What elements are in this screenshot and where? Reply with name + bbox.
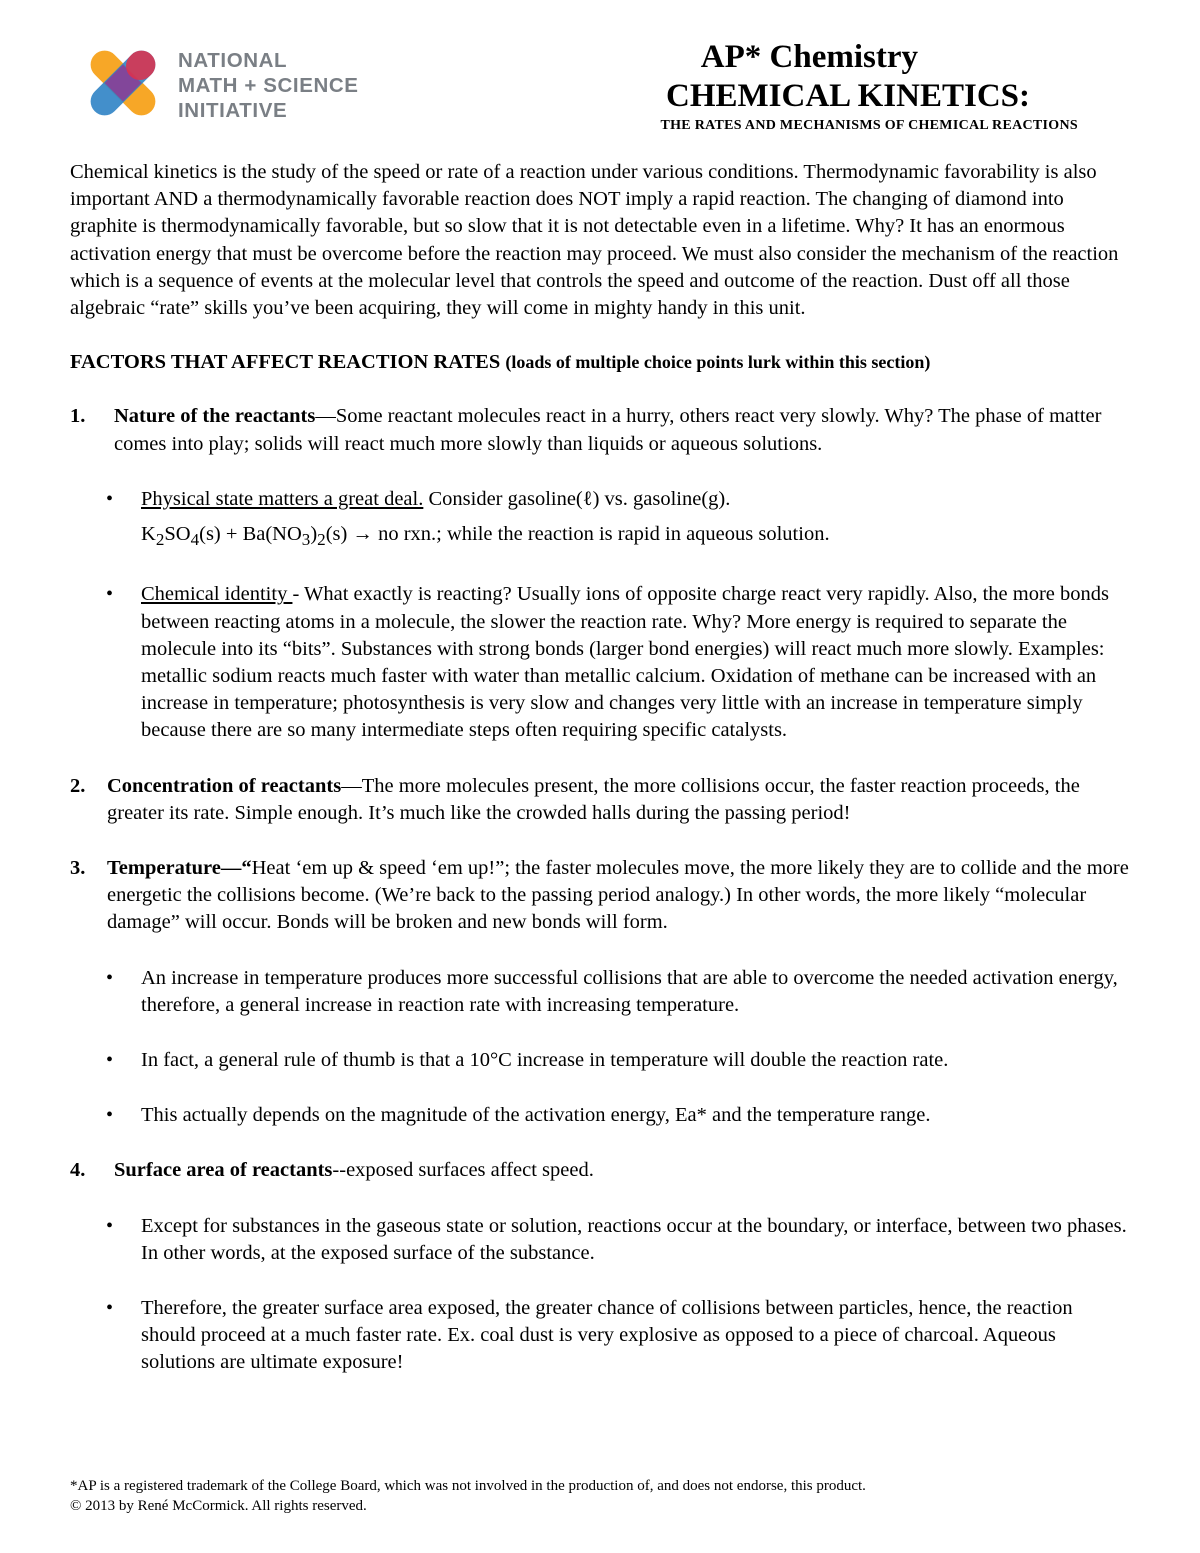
factor-1-lead: Nature of the reactants	[114, 405, 316, 428]
document-body	[70, 159, 1130, 1377]
factor-4-text: --exposed surfaces affect speed.	[332, 1159, 594, 1182]
factor-1-number: 1.	[70, 405, 86, 428]
factor-3-lead: Temperature—	[107, 856, 242, 879]
equation	[141, 521, 1130, 553]
factor-1-bullets	[70, 486, 1130, 745]
factor-2-text: —The more molecules present, the more collisions occur, the faster reaction proceeds, the greater its rate. Simple enough. It’s much like the crowded halls during the passing period!	[107, 774, 1080, 824]
factor-2-number: 2.	[70, 774, 86, 797]
title-block	[518, 38, 1078, 136]
spacer	[70, 745, 1130, 773]
logo-line-1: NATIONAL	[178, 49, 288, 72]
list-item: • This actually depends on the magnitude of the activation energy, Ea* and the temperature range.	[70, 1102, 1130, 1129]
factor-3-bullets	[70, 965, 1130, 1130]
bullet-text: - What exactly is reacting? Usually ions of opposite charge react very rapidly. Also, the more bonds between reacting atoms in a molecule, the slower the reaction rate. Why? More energy is required to separate the molecule into its “bits”. Substances with strong bonds (larger bond energies) will react much more slowly. Examples: metallic sodium reacts much faster with water than metallic calcium. Oxidation of methane can be increased with an increase in temperature; photosynthesis is very slow and changes very little with an increase in temperature simply because there are so many intermediate steps often requiring specific catalysts.	[141, 583, 1109, 742]
factor-4-number: 4.	[70, 1159, 86, 1182]
eq-part: SO	[164, 523, 191, 546]
bullet-underline: Chemical identity	[141, 583, 293, 606]
list-item: • Therefore, the greater surface area exposed, the greater chance of collisions between particles, hence, the reaction should proceed at a much faster rate. Ex. coal dust is very explosive as opposed to a piece of charcoal. Aqueous solutions are ultimate exposure!	[70, 1295, 1130, 1377]
course-title: AP* Chemistry	[700, 39, 918, 75]
list-item: • An increase in temperature produces more successful collisions that are able to overcome the needed activation energy, therefore, a general increase in reaction rate with increasing temperature.	[70, 965, 1130, 1019]
spacer	[70, 937, 1130, 965]
factor-3	[70, 855, 1130, 937]
list-item	[70, 486, 1130, 554]
logo-line-2: MATH + SCIENCE	[178, 74, 359, 97]
factor-1-text: —Some reactant molecules react in a hurry, others react very slowly. Why? The phase of matter comes into play; solids will react much more slowly than liquids or aqueous solutions.	[114, 405, 1102, 455]
eq-sub: 2	[155, 530, 165, 550]
factor-3-number: 3.	[70, 856, 86, 879]
logo-line-3: INITIATIVE	[178, 99, 288, 122]
eq-sub: 3	[301, 530, 311, 550]
footer-trademark: *AP is a registered trademark of the College Board, which was not involved in the production of, and does not endorse, this product.	[70, 1478, 866, 1494]
spacer	[70, 827, 1130, 855]
spacer	[70, 1185, 1130, 1213]
eq-part: (s) + Ba(NO	[199, 523, 302, 546]
eq-part: K	[141, 523, 156, 546]
section-heading	[70, 349, 1130, 376]
eq-sub: 4	[190, 530, 200, 550]
nmsi-logo	[82, 42, 382, 124]
factor-1	[70, 403, 1130, 457]
footer	[70, 1476, 866, 1516]
bullet-underline: Physical state matters a great deal.	[141, 487, 424, 510]
nmsi-logo-text	[178, 48, 359, 123]
eq-part: (s) → no rxn.; while the reaction is rapid in aqueous solution.	[325, 523, 830, 546]
factor-3-text: Heat ‘em up & speed ‘em up!”; the faster molecules move, the more likely they are to collide and the more energetic the collisions become. (We’re back to the passing period analogy.) In other words, the more likely “molecular damage” will occur. Bonds will be broken and new bonds will form.	[107, 856, 1129, 934]
page-subtitle: THE RATES AND MECHANISMS OF CHEMICAL REACTIONS	[660, 118, 1078, 133]
bullet-text: Consider gasoline(ℓ) vs. gasoline(g).	[423, 487, 731, 510]
factor-2-lead: Concentration of reactants	[107, 774, 342, 797]
list-item: • Except for substances in the gaseous state or solution, reactions occur at the boundary, or interface, between two phases. In other words, at the exposed surface of the substance.	[70, 1213, 1130, 1267]
footer-copyright: © 2013 by René McCormick. All rights reserved.	[70, 1498, 367, 1514]
spacer	[70, 458, 1130, 486]
eq-part: )	[310, 523, 318, 546]
spacer	[70, 1129, 1130, 1157]
eq-sub: 2	[317, 530, 326, 550]
section-heading-text: FACTORS THAT AFFECT REACTION RATES	[70, 351, 501, 374]
factor-4-lead: Surface area of reactants	[114, 1159, 333, 1182]
factor-4	[70, 1157, 1130, 1184]
section-heading-note: (loads of multiple choice points lurk within this section)	[505, 352, 931, 373]
list-item	[70, 581, 1130, 744]
factor-2	[70, 773, 1130, 827]
factor-4-bullets	[70, 1213, 1130, 1377]
intro-paragraph: Chemical kinetics is the study of the speed or rate of a reaction under various conditions. Thermodynamic favorability is also important AND a thermodynamically favorable reaction does NOT imply a rapid reaction. The changing of diamond into graphite is thermodynamically favorable, but so slow that it is not detectable even in a lifetime. Why? It has an enormous activation energy that must be overcome before the reaction may proceed. We must also consider the mechanism of the reaction which is a sequence of events at the molecular level that controls the speed and outcome of the reaction. Dust off all those algebraic “rate” skills you’ve been acquiring, they will come in mighty handy in this unit.	[70, 161, 1119, 320]
page-title: CHEMICAL KINETICS:	[666, 78, 1030, 114]
factor-3-quote: “	[241, 856, 252, 879]
nmsi-logo-mark-icon	[82, 42, 164, 124]
list-item: • In fact, a general rule of thumb is that a 10°C increase in temperature will double the reaction rate.	[70, 1047, 1130, 1074]
